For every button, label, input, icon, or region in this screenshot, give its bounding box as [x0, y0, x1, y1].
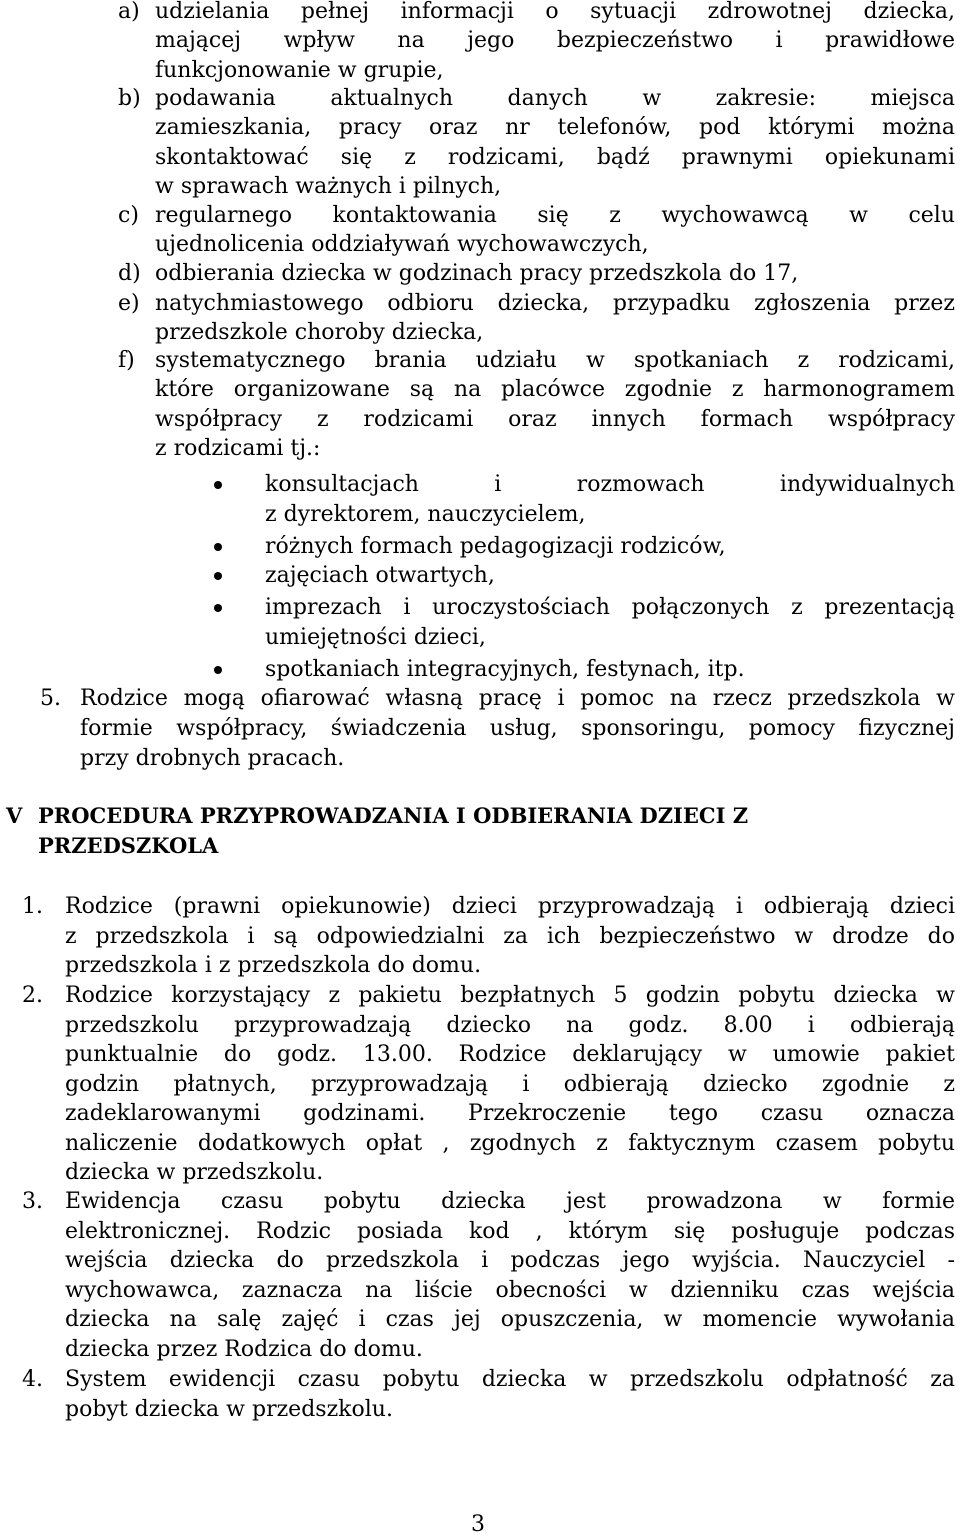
procedure-item-3-line: Ewidencja czasu pobytu dziecka jest prowadzona w formie	[65, 1189, 955, 1214]
section-title: PROCEDURA PRZYPROWADZANIA I ODBIERANIA DZIECI Z	[38, 803, 749, 828]
sub-item-c-line: regularnego kontaktowania się z wychowawcą w celu	[155, 203, 955, 228]
procedure-item-1-line: z przedszkola i są odpowiedzialni za ich bezpieczeństwo w drodze do	[65, 923, 955, 949]
sub-item-b-line: podawania aktualnych danych w zakresie: miejsca	[155, 86, 955, 111]
procedure-item-3-line: elektronicznej. Rodzic posiada kod , którym się posługuje podczas	[65, 1218, 955, 1244]
sub-item-b-line: w sprawach ważnych i pilnych,	[155, 173, 502, 199]
procedure-item-2-line: punktualnie do godz. 13.00. Rodzice deklarujący w umowie pakiet	[65, 1042, 955, 1067]
sub-item-b-label: b)	[118, 86, 141, 111]
procedure-item-2-line: naliczenie dodatkowych opłat , zgodnych z faktycznym czasem pobytu	[65, 1130, 955, 1156]
page-number: 3	[471, 1512, 485, 1537]
item-5-line: formie współpracy, świadczenia usług, sponsoringu, pomocy fizycznej	[80, 716, 955, 741]
procedure-item-2-line: przedszkolu przyprowadzają dziecko na godz. 8.00 i odbierają	[65, 1012, 955, 1038]
bullet-dot	[214, 666, 222, 674]
item-5-line: przy drobnych pracach.	[80, 746, 345, 771]
sub-item-d-label: d)	[118, 261, 141, 286]
procedure-item-4-line: System ewidencji czasu pobytu dziecka w przedszkolu odpłatność za	[65, 1367, 955, 1392]
bullet-item-text: spotkaniach integracyjnych, festynach, itp.	[265, 657, 745, 682]
bullet-item-text: imprezach i uroczystościach połączonych z prezentacją	[265, 595, 955, 620]
procedure-item-2-label: 2.	[22, 983, 43, 1008]
sub-item-f-label: f)	[118, 348, 135, 373]
procedure-item-4-label: 4.	[22, 1367, 43, 1392]
item-5-label: 5.	[40, 686, 61, 711]
sub-item-e-line: natychmiastowego odbioru dziecka, przypadku zgłoszenia przez	[155, 291, 955, 316]
sub-item-a-line: udzielania pełnej informacji o sytuacji zdrowotnej dziecka,	[155, 0, 955, 24]
procedure-item-3-line: dziecka przez Rodzica do domu.	[65, 1336, 423, 1362]
sub-item-a-line: funkcjonowanie w grupie,	[155, 57, 444, 83]
bullet-item-text: konsultacjach i rozmowach indywidualnych	[265, 472, 955, 497]
sub-item-b-line: zamieszkania, pracy oraz nr telefonów, pod którymi można	[155, 115, 955, 141]
bullet-dot	[214, 604, 222, 612]
sub-item-a-line: mającej wpływ na jego bezpieczeństwo i prawidłowe	[155, 28, 955, 54]
section-title-cont: PRZEDSZKOLA	[38, 833, 219, 858]
procedure-item-4-line: pobyt dziecka w przedszkolu.	[65, 1396, 393, 1422]
procedure-item-2-line: dziecka w przedszkolu.	[65, 1160, 324, 1185]
bullet-item-text: różnych formach pedagogizacji rodziców,	[265, 534, 726, 559]
procedure-item-1-line: Rodzice (prawni opiekunowie) dzieci przyprowadzają i odbierają dzieci	[65, 894, 955, 919]
procedure-item-2-line: zadeklarowanymi godzinami. Przekroczenie tego czasu oznacza	[65, 1101, 955, 1126]
procedure-item-2-line: Rodzice korzystający z pakietu bezpłatnych 5 godzin pobytu dziecka w	[65, 983, 955, 1008]
sub-item-a-label: a)	[118, 0, 140, 24]
sub-item-f-line: z rodzicami tj.:	[155, 435, 321, 461]
bullet-item-text: umiejętności dzieci,	[265, 625, 486, 650]
procedure-item-3-line: dziecka na salę zajęć i czas jej opuszczenia, w momencie wywołania	[65, 1307, 955, 1332]
sub-item-c-line: ujednolicenia oddziaływań wychowawczych,	[155, 232, 649, 258]
procedure-item-1-line: przedszkola i z przedszkola do domu.	[65, 953, 482, 978]
bullet-dot	[214, 572, 222, 580]
sub-item-c-label: c)	[118, 203, 139, 228]
sub-item-f-line: które organizowane są na placówce zgodnie z harmonogramem	[155, 377, 955, 403]
procedure-item-2-line: godzin płatnych, przyprowadzają i odbierają dziecko zgodnie z	[65, 1071, 955, 1097]
procedure-item-1-label: 1.	[22, 894, 43, 919]
procedure-item-3-line: wychowawca, zaznacza na liście obecności w dzienniku czas wejścia	[65, 1277, 955, 1303]
bullet-dot	[214, 543, 222, 551]
sub-item-b-line: skontaktować się z rodzicami, bądź prawnymi opiekunami	[155, 144, 955, 170]
bullet-dot	[214, 481, 222, 489]
item-5-line: Rodzice mogą ofiarować własną pracę i pomoc na rzecz przedszkola w	[80, 686, 955, 711]
section-numeral: V	[6, 803, 23, 828]
procedure-item-3-line: wejścia dziecka do przedszkola i podczas jego wyjścia. Nauczyciel -	[65, 1248, 955, 1273]
bullet-item-text: zajęciach otwartych,	[265, 563, 495, 588]
sub-item-f-line: systematycznego brania udziału w spotkaniach z rodzicami,	[155, 348, 955, 373]
sub-item-d-line: odbierania dziecka w godzinach pracy przedszkola do 17,	[155, 261, 799, 286]
procedure-item-3-label: 3.	[22, 1189, 43, 1214]
sub-item-e-line: przedszkole choroby dziecka,	[155, 320, 484, 346]
sub-item-e-label: e)	[118, 291, 140, 316]
bullet-item-text: z dyrektorem, nauczycielem,	[265, 502, 586, 527]
sub-item-f-line: współpracy z rodzicami oraz innych formach współpracy	[155, 406, 955, 432]
